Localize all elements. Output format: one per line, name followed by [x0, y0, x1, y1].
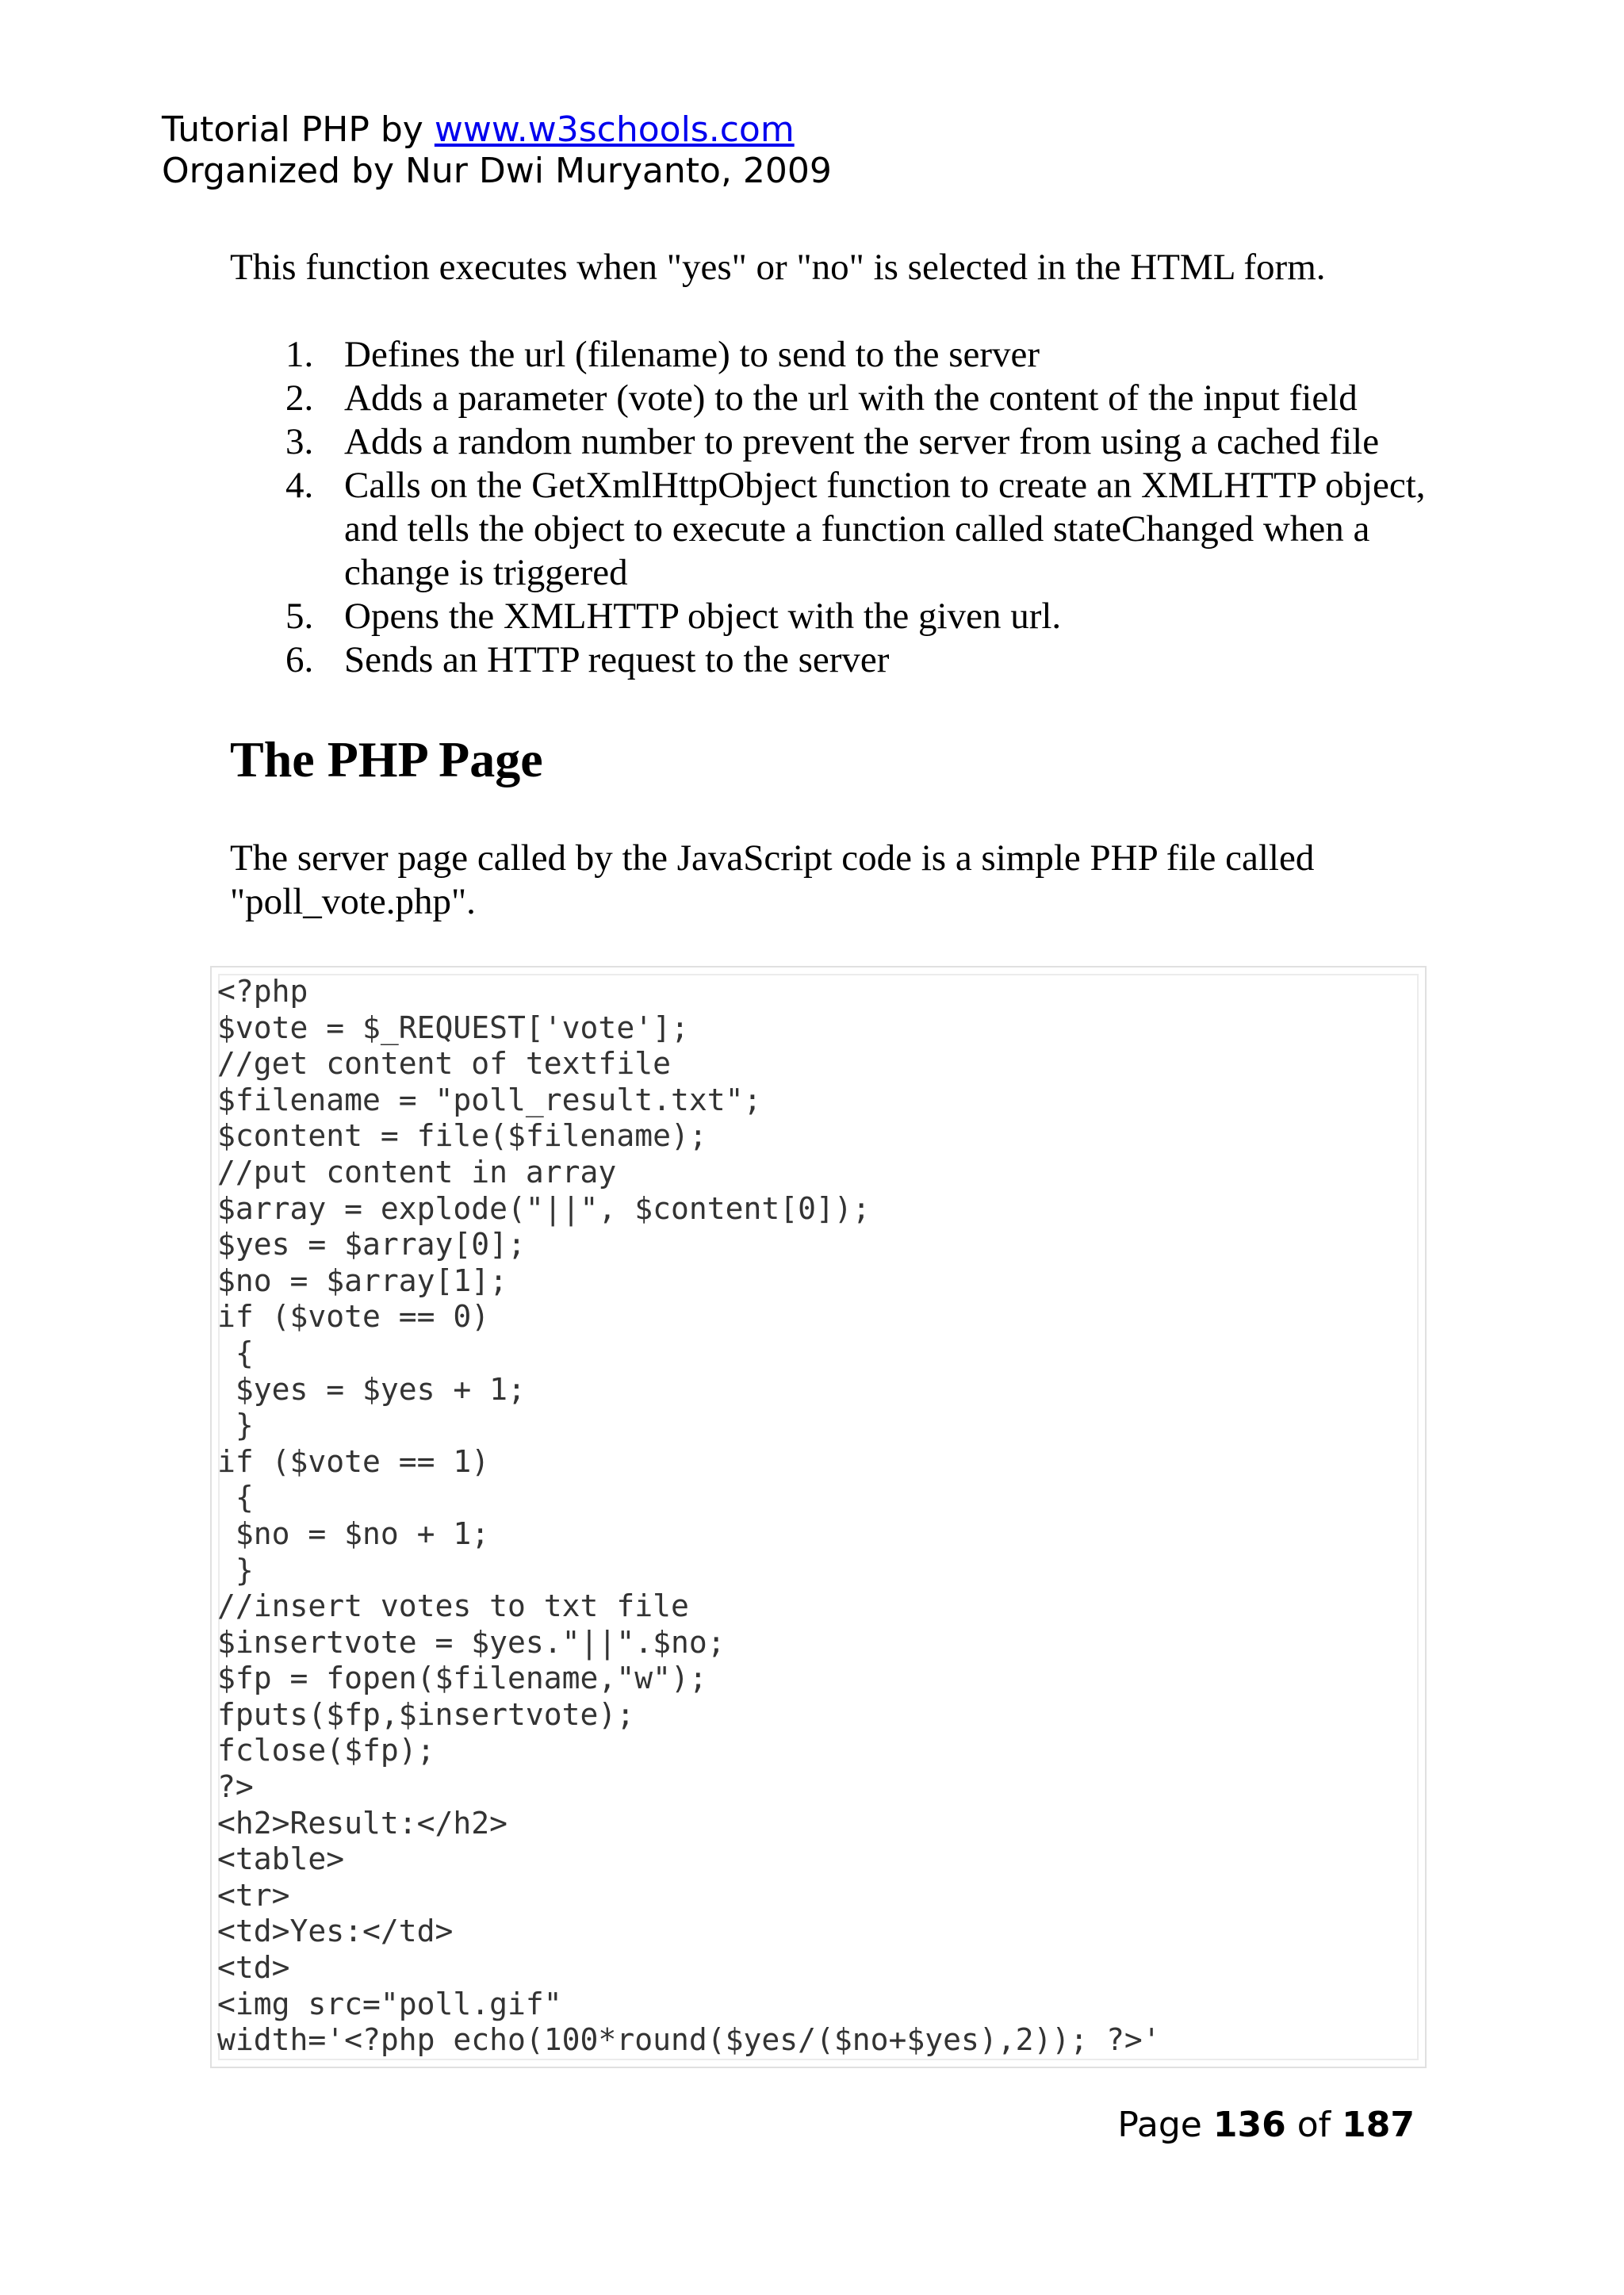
header-line-2: Organized by Nur Dwi Muryanto, 2009: [162, 151, 832, 191]
code-line: $no = $no + 1;: [217, 1515, 490, 1551]
code-line: width='<?php echo(100*round($yes/($no+$yes),2)); ?>': [217, 2022, 1161, 2058]
code-line: {: [217, 1480, 254, 1515]
code-line: $filename = "poll_result.txt";: [217, 1082, 762, 1117]
step-number: 3.: [285, 421, 314, 462]
code-line: if ($vote == 1): [217, 1443, 490, 1479]
step-number: 6.: [285, 639, 314, 680]
step-item: [285, 420, 1443, 464]
code-line: $content = file($filename);: [217, 1118, 707, 1154]
step-text: Opens the XMLHTTP object with the given url.: [344, 596, 1062, 637]
code-line: $fp = fopen($filename,"w");: [217, 1661, 707, 1696]
step-text: Defines the url (filename) to send to the server: [344, 334, 1040, 375]
code-line: $yes = $yes + 1;: [217, 1371, 526, 1407]
step-text: Sends an HTTP request to the server: [344, 639, 890, 680]
step-text: Calls on the GetXmlHttpObject function to create an XMLHTTP object, and tells the object to execute a function called stateChanged when a change is triggered: [344, 465, 1426, 593]
steps-list: [285, 333, 1443, 682]
code-line: <h2>Result:</h2>: [217, 1805, 508, 1841]
code-line: ?>: [217, 1769, 254, 1805]
of-label: of: [1297, 2105, 1331, 2145]
step-item: [285, 464, 1443, 595]
step-item: [285, 638, 1443, 682]
step-text: Adds a random number to prevent the server from using a cached file: [344, 421, 1380, 462]
code-line: $insertvote = $yes."||".$no;: [217, 1624, 726, 1660]
step-number: 1.: [285, 334, 314, 375]
step-number: 5.: [285, 596, 314, 637]
code-line: if ($vote == 0): [217, 1299, 490, 1335]
code-line: <td>: [217, 1950, 290, 1986]
step-item: [285, 377, 1443, 420]
code-block: [217, 974, 1161, 2059]
code-line: }: [217, 1408, 254, 1443]
section-title: The PHP Page: [230, 731, 543, 787]
code-line: $yes = $array[0];: [217, 1227, 526, 1262]
page-label: Page: [1117, 2105, 1202, 2145]
code-line: //put content in array: [217, 1154, 617, 1190]
current-page: 136: [1212, 2105, 1286, 2145]
header-line-1: [162, 109, 832, 151]
code-line: $array = explode("||", $content[0]);: [217, 1190, 871, 1226]
w3schools-link[interactable]: www.w3schools.com: [434, 109, 795, 150]
description-paragraph: The server page called by the JavaScript code is a simple PHP file called "poll_vote.php".: [230, 837, 1315, 922]
code-line: <table>: [217, 1841, 345, 1877]
step-number: 2.: [285, 377, 314, 419]
code-line: fclose($fp);: [217, 1733, 435, 1768]
code-line: <td>Yes:</td>: [217, 1914, 454, 1949]
code-line: //insert votes to txt file: [217, 1588, 689, 1624]
code-line: <tr>: [217, 1877, 290, 1913]
total-pages: 187: [1342, 2105, 1415, 2145]
code-line: $vote = $_REQUEST['vote'];: [217, 1010, 689, 1045]
code-line: <img src="poll.gif": [217, 1986, 562, 2021]
page-footer: [1117, 2103, 1415, 2147]
code-line: {: [217, 1335, 254, 1370]
step-text: Adds a parameter (vote) to the url with the content of the input field: [344, 377, 1358, 419]
code-line: fputs($fp,$insertvote);: [217, 1696, 635, 1732]
step-item: [285, 595, 1443, 638]
intro-paragraph: This function executes when "yes" or "no" is selected in the HTML form.: [230, 247, 1326, 288]
code-line: <?php: [217, 974, 308, 1009]
step-number: 4.: [285, 465, 314, 506]
header-prefix: Tutorial PHP by: [162, 109, 435, 150]
page-header: [162, 109, 832, 192]
step-item: [285, 333, 1443, 377]
code-line: $no = $array[1];: [217, 1262, 508, 1298]
code-line: }: [217, 1552, 254, 1588]
code-line: //get content of textfile: [217, 1046, 671, 1082]
